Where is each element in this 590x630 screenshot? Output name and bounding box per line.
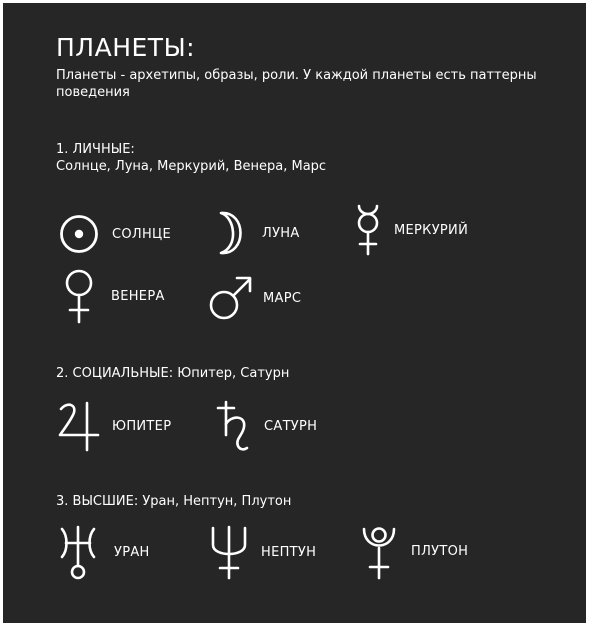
planet-sun xyxy=(56,211,171,257)
planet-sun-label: СОЛНЦЕ xyxy=(112,226,171,242)
planet-jupiter xyxy=(56,399,171,453)
planet-jupiter-label: ЮПИТЕР xyxy=(112,418,172,434)
planet-mercury xyxy=(351,203,468,257)
planet-uranus xyxy=(56,523,150,581)
planet-mars-label: МАРС xyxy=(263,290,302,306)
planet-moon xyxy=(212,209,300,257)
uranus-icon xyxy=(56,523,100,581)
planet-mars xyxy=(206,273,301,323)
pluto-icon xyxy=(359,521,399,581)
section-personal-list: Солнце, Луна, Меркурий, Венера, Марс xyxy=(56,159,327,174)
planet-neptune-label: НЕПТУН xyxy=(261,544,317,560)
planet-pluto-label: ПЛУТОН xyxy=(411,543,469,559)
section-higher-heading: 3. ВЫСШИЕ: Уран, Нептун, Плутон xyxy=(56,494,292,509)
planet-saturn xyxy=(214,399,317,453)
page-title: ПЛАНЕТЫ: xyxy=(56,33,196,62)
venus-icon xyxy=(59,267,99,325)
jupiter-icon xyxy=(56,399,100,453)
planet-venus xyxy=(59,267,165,325)
section-social xyxy=(56,365,289,382)
mercury-icon xyxy=(351,203,385,257)
planet-venus-label: ВЕНЕРА xyxy=(111,288,165,304)
planet-uranus-label: УРАН xyxy=(114,544,150,560)
section-social-heading: 2. СОЦИАЛЬНЫЕ: Юпитер, Сатурн xyxy=(56,366,290,381)
neptune-icon xyxy=(209,523,249,581)
planet-neptune xyxy=(209,523,316,581)
saturn-icon xyxy=(214,399,252,453)
planets-card xyxy=(3,3,586,623)
planet-saturn-label: САТУРН xyxy=(264,418,318,434)
sun-icon xyxy=(56,211,102,257)
section-higher xyxy=(56,493,291,510)
planet-pluto xyxy=(359,521,468,581)
moon-icon xyxy=(212,209,248,257)
section-personal xyxy=(56,141,326,175)
planet-mercury-label: МЕРКУРИЙ xyxy=(394,222,469,238)
section-personal-heading: 1. ЛИЧНЫЕ: xyxy=(56,142,135,157)
intro-text: Планеты - архетипы, образы, роли. У каждой планеты есть паттерны поведения xyxy=(56,68,537,100)
mars-icon xyxy=(206,273,254,323)
planet-moon-label: ЛУНА xyxy=(262,225,300,241)
